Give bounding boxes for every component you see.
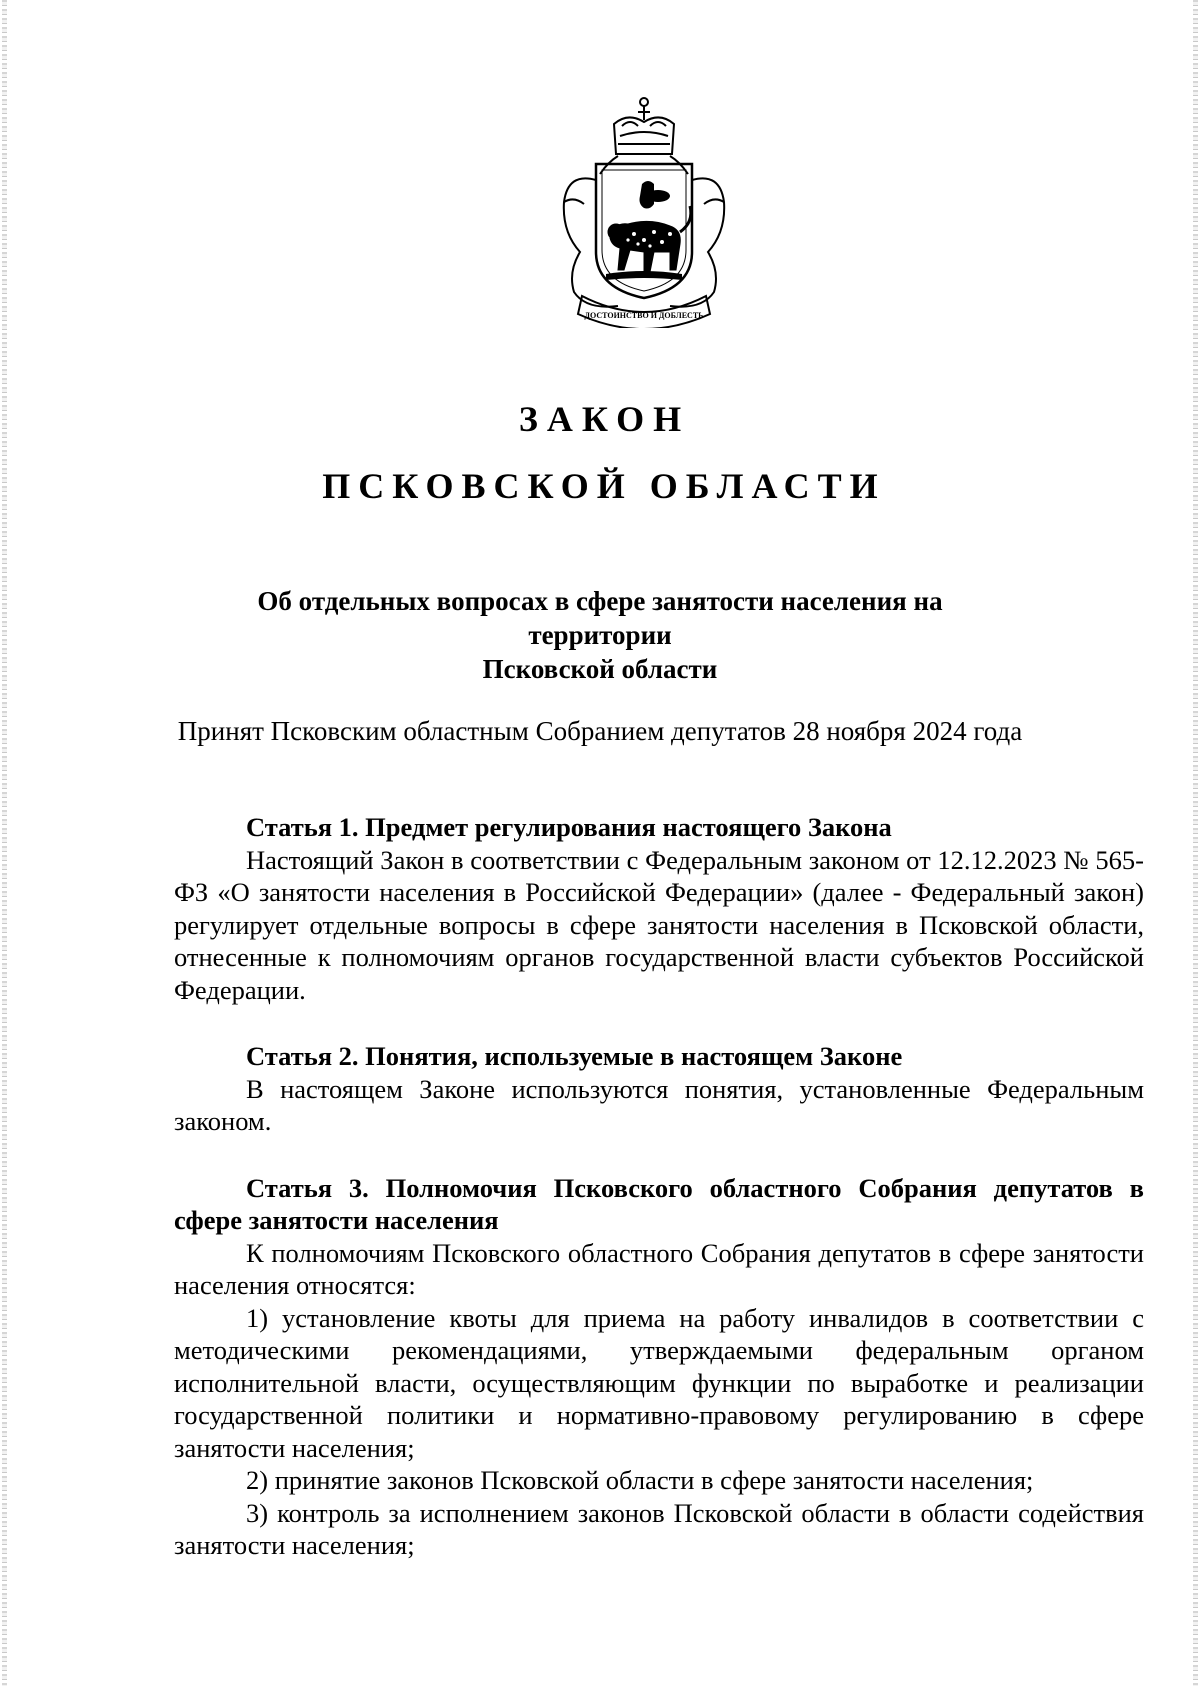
article-list-item: 1) установление квоты для приема на работу инвалидов в соответствии с методическими рекомендациями, утверждаемыми федеральным органом исполнительной власти, осуществляющим функции по выработке и реализации государственной политики и нормативно-правовому регулированию в сфере занятости населения; (174, 1302, 1144, 1463)
law-region-title: ПСКОВСКОЙ ОБЛАСТИ (322, 466, 886, 506)
article-paragraph: К полномочиям Псковского областного Собрания депутатов в сфере занятости населения относятся: (174, 1237, 1144, 1300)
law-subject-line: Псковской области (482, 654, 718, 684)
article-heading: Статья 2. Понятия, используемые в настоящем Законе (246, 1041, 903, 1071)
article-list-item: 2) принятие законов Псковской области в сфере занятости населения; (246, 1465, 1034, 1495)
scan-edge-right (1193, 0, 1198, 1686)
article-paragraph: В настоящем Законе используются понятия, установленные Федеральным законом. (174, 1073, 1144, 1136)
article-paragraph: Настоящий Закон в соответствии с Федеральным законом от 12.12.2023 № 565-ФЗ «О занятости населения в Российской Федерации» (далее - Федеральный закон) регулирует отдельные вопросы в сфере занятости населения в Псковской области, отнесенные к полномочиям органов государственной власти субъектов Российской Федерации. (174, 844, 1144, 1005)
law-title: ЗАКОН (518, 399, 691, 439)
svg-text:ДОСТОИНСТВО И ДОБЛЕСТЬ: ДОСТОИНСТВО И ДОБЛЕСТЬ (584, 311, 704, 320)
law-body (174, 811, 1144, 1562)
coat-of-arms-icon (558, 92, 730, 328)
law-subject-line: Об отдельных вопросах в сфере занятости населения на территории (257, 586, 943, 650)
article-heading: Статья 3. Полномочия Псковского областного Собрания депутатов в сфере занятости населения (174, 1172, 1144, 1235)
adoption-note: Принят Псковским областным Собранием депутатов 28 ноября 2024 года (177, 716, 1023, 746)
article-heading: Статья 1. Предмет регулирования настоящего Закона (246, 812, 892, 842)
law-subject (200, 584, 1000, 686)
scan-edge-left (2, 0, 7, 1686)
article-list-item: 3) контроль за исполнением законов Псковской области в области содействия занятости населения; (174, 1497, 1144, 1560)
